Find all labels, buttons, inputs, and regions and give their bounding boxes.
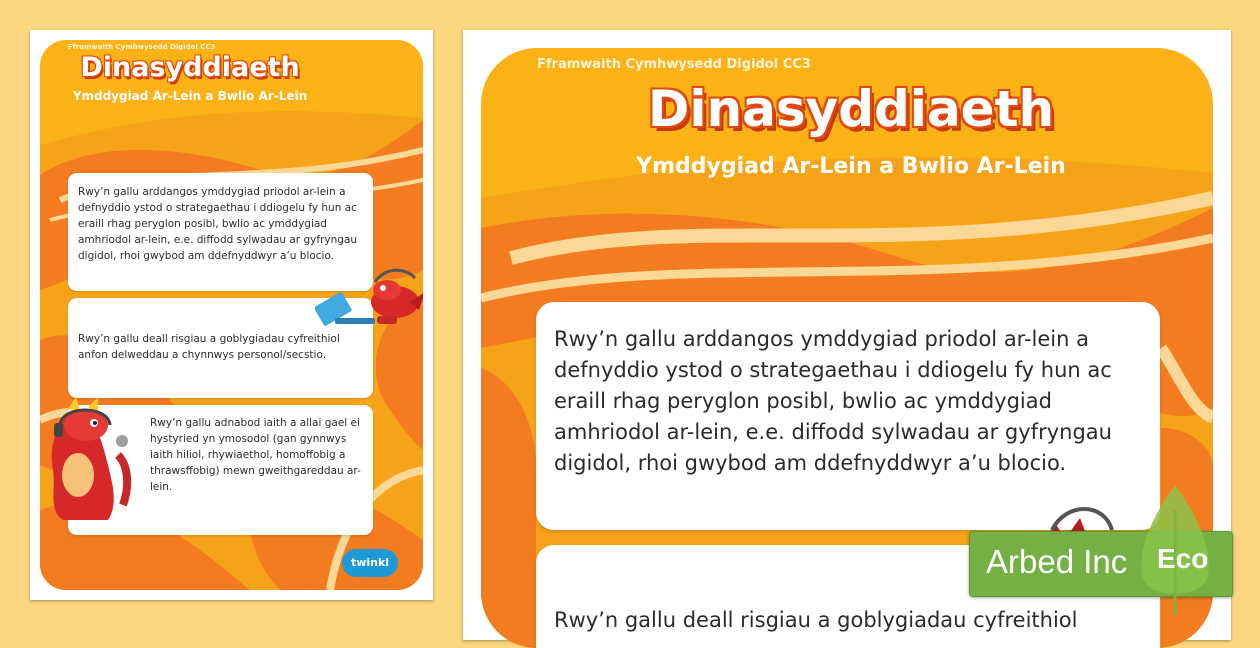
statement-box-1-zoom — [536, 302, 1160, 530]
dragon-headphones-icon — [40, 395, 133, 525]
poster-thumbnail-body — [40, 40, 423, 590]
badge-text: Arbed Inc — [986, 543, 1128, 580]
statement-text-2: Rwy’n gallu deall risgiau a goblygiadau cyfreithiol anfon delweddau a chynnwys personol/secstio. — [78, 333, 340, 361]
poster-thumbnail — [30, 30, 433, 600]
statement-text-3: Rwy’n gallu adnabod iaith a allai gael ei hystyried yn ymosodol (gan gynnwys iaith hiliol, rhywiaethol, homoffobig a thrawsffobig) mewn gweithgareddau ar-lein. — [150, 417, 361, 493]
statement-text-1: Rwy’n gallu arddangos ymddygiad priodol ar-lein a defnyddio ystod o strategaethau i ddiogelu fy hun ac eraill rhag peryglon posibl, bwlio ac ymddygiad amhriodol ar-lein, e.e. diffodd sylwadau ar gyfryngau digidol, rhoi gwybod am ddefnyddwyr a’u blocio. — [78, 186, 357, 262]
statement-text-1-zoom: Rwy’n gallu arddangos ymddygiad priodol ar-lein a defnyddio ystod o strategaethau i ddiogelu fy hun ac eraill rhag peryglon posibl, bwlio ac ymddygiad amhriodol ar-lein, e.e. diffodd sylwadau ar gyfryngau digidol, rhoi gwybod am ddefnyddwyr a’u blocio. — [554, 327, 1112, 475]
poster-title: Dinasyddiaeth — [80, 52, 300, 83]
statement-text-2-zoom: Rwy’n gallu deall risgiau a goblygiadau cyfreithiol — [554, 608, 1078, 632]
framework-label: Fframwaith Cymhwysedd Digidol CC3 — [68, 43, 216, 51]
poster-subtitle-zoom: Ymddygiad Ar-Lein a Bwlio Ar-Lein — [636, 154, 1066, 179]
twinkl-logo: twinkl — [342, 549, 398, 577]
badge-eco: Eco — [1157, 543, 1209, 574]
poster-title-zoom: Dinasyddiaeth — [647, 80, 1055, 138]
dragon-laptop-icon — [315, 262, 423, 342]
framework-label-zoom: Fframwaith Cymhwysedd Digidol CC3 — [537, 57, 811, 72]
poster-subtitle: Ymddygiad Ar-Lein a Bwlio Ar-Lein — [72, 89, 308, 103]
